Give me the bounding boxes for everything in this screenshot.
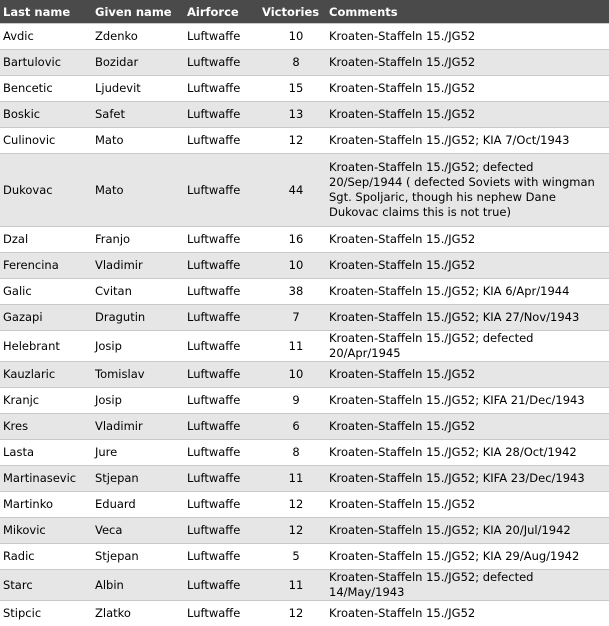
cell-airforce: Luftwaffe [184,305,258,331]
cell-last-name: Kres [0,414,92,440]
table-row [0,102,609,128]
cell-airforce: Luftwaffe [184,154,258,227]
table-row [0,466,609,492]
cell-airforce: Luftwaffe [184,544,258,570]
table-row [0,518,609,544]
cell-last-name: Culinovic [0,128,92,154]
cell-airforce: Luftwaffe [184,518,258,544]
table-header [0,0,609,24]
cell-airforce: Luftwaffe [184,76,258,102]
cell-given-name: Stjepan [92,466,184,492]
table-row [0,544,609,570]
cell-comments: Kroaten-Staffeln 15./JG52; KIFA 21/Dec/1943 [326,388,609,414]
table-row [0,154,609,227]
cell-last-name: Galic [0,279,92,305]
cell-comments: Kroaten-Staffeln 15./JG52; KIA 20/Jul/1942 [326,518,609,544]
table-row [0,440,609,466]
cell-last-name: Helebrant [0,331,92,362]
cell-comments: Kroaten-Staffeln 15./JG52; KIFA 23/Dec/1943 [326,466,609,492]
cell-given-name: Ljudevit [92,76,184,102]
cell-victories: 9 [258,388,326,414]
table-body [0,24,609,626]
table-row [0,128,609,154]
cell-victories: 10 [258,362,326,388]
cell-comments: Kroaten-Staffeln 15./JG52; defected 20/Apr/1945 [326,331,609,362]
cell-last-name: Mikovic [0,518,92,544]
cell-given-name: Josip [92,388,184,414]
cell-victories: 12 [258,128,326,154]
cell-last-name: Martinko [0,492,92,518]
cell-comments: Kroaten-Staffeln 15./JG52; KIA 27/Nov/1943 [326,305,609,331]
cell-comments: Kroaten-Staffeln 15./JG52 [326,76,609,102]
header-airforce: Airforce [184,0,258,24]
cell-given-name: Safet [92,102,184,128]
cell-airforce: Luftwaffe [184,279,258,305]
cell-given-name: Josip [92,331,184,362]
table-row [0,414,609,440]
cell-victories: 38 [258,279,326,305]
cell-given-name: Dragutin [92,305,184,331]
cell-airforce: Luftwaffe [184,227,258,253]
cell-given-name: Albin [92,570,184,601]
cell-comments: Kroaten-Staffeln 15./JG52; defected 14/May/1943 [326,570,609,601]
header-comments: Comments [326,0,609,24]
cell-victories: 12 [258,518,326,544]
header-row [0,0,609,24]
cell-last-name: Avdic [0,24,92,50]
cell-given-name: Mato [92,154,184,227]
cell-given-name: Franjo [92,227,184,253]
cell-given-name: Jure [92,440,184,466]
cell-given-name: Vladimir [92,414,184,440]
header-given-name: Given name [92,0,184,24]
cell-last-name: Stipcic [0,601,92,626]
cell-airforce: Luftwaffe [184,570,258,601]
cell-given-name: Tomislav [92,362,184,388]
cell-last-name: Kranjc [0,388,92,414]
cell-comments: Kroaten-Staffeln 15./JG52; defected 20/Sep/1944 ( defected Soviets with wingman Sgt. Spoljaric, though his nephew Dane Dukovac claims this is not true) [326,154,609,227]
cell-victories: 16 [258,227,326,253]
cell-last-name: Boskic [0,102,92,128]
cell-given-name: Veca [92,518,184,544]
table-row [0,227,609,253]
cell-last-name: Starc [0,570,92,601]
cell-victories: 12 [258,492,326,518]
table-row [0,305,609,331]
cell-airforce: Luftwaffe [184,388,258,414]
cell-last-name: Lasta [0,440,92,466]
cell-comments: Kroaten-Staffeln 15./JG52 [326,601,609,626]
cell-comments: Kroaten-Staffeln 15./JG52 [326,253,609,279]
table-row [0,601,609,626]
cell-victories: 12 [258,601,326,626]
cell-given-name: Cvitan [92,279,184,305]
cell-comments: Kroaten-Staffeln 15./JG52 [326,414,609,440]
cell-airforce: Luftwaffe [184,414,258,440]
table-row [0,331,609,362]
table-row [0,279,609,305]
cell-last-name: Gazapi [0,305,92,331]
cell-comments: Kroaten-Staffeln 15./JG52 [326,362,609,388]
cell-airforce: Luftwaffe [184,362,258,388]
header-last-name: Last name [0,0,92,24]
cell-given-name: Zlatko [92,601,184,626]
cell-victories: 11 [258,570,326,601]
cell-victories: 10 [258,24,326,50]
cell-comments: Kroaten-Staffeln 15./JG52 [326,492,609,518]
cell-airforce: Luftwaffe [184,24,258,50]
table-row [0,388,609,414]
cell-given-name: Zdenko [92,24,184,50]
table-row [0,362,609,388]
cell-victories: 11 [258,331,326,362]
cell-victories: 5 [258,544,326,570]
cell-airforce: Luftwaffe [184,492,258,518]
cell-last-name: Dzal [0,227,92,253]
cell-comments: Kroaten-Staffeln 15./JG52; KIA 29/Aug/1942 [326,544,609,570]
table-row [0,50,609,76]
cell-airforce: Luftwaffe [184,102,258,128]
table-row [0,570,609,601]
cell-victories: 44 [258,154,326,227]
cell-victories: 13 [258,102,326,128]
cell-comments: Kroaten-Staffeln 15./JG52 [326,50,609,76]
cell-victories: 6 [258,414,326,440]
cell-last-name: Radic [0,544,92,570]
cell-given-name: Eduard [92,492,184,518]
table-row [0,253,609,279]
cell-last-name: Bencetic [0,76,92,102]
cell-comments: Kroaten-Staffeln 15./JG52; KIA 6/Apr/1944 [326,279,609,305]
cell-given-name: Mato [92,128,184,154]
cell-victories: 8 [258,50,326,76]
cell-victories: 10 [258,253,326,279]
cell-airforce: Luftwaffe [184,331,258,362]
cell-given-name: Bozidar [92,50,184,76]
cell-victories: 11 [258,466,326,492]
cell-airforce: Luftwaffe [184,50,258,76]
cell-victories: 7 [258,305,326,331]
cell-last-name: Martinasevic [0,466,92,492]
cell-airforce: Luftwaffe [184,440,258,466]
cell-given-name: Vladimir [92,253,184,279]
table-row [0,76,609,102]
header-victories: Victories [258,0,326,24]
cell-last-name: Kauzlaric [0,362,92,388]
cell-comments: Kroaten-Staffeln 15./JG52 [326,227,609,253]
cell-airforce: Luftwaffe [184,128,258,154]
cell-airforce: Luftwaffe [184,601,258,626]
cell-given-name: Stjepan [92,544,184,570]
cell-victories: 15 [258,76,326,102]
cell-comments: Kroaten-Staffeln 15./JG52 [326,24,609,50]
cell-last-name: Ferencina [0,253,92,279]
table-row [0,492,609,518]
cell-airforce: Luftwaffe [184,253,258,279]
cell-comments: Kroaten-Staffeln 15./JG52; KIA 7/Oct/1943 [326,128,609,154]
cell-comments: Kroaten-Staffeln 15./JG52; KIA 28/Oct/1942 [326,440,609,466]
cell-victories: 8 [258,440,326,466]
cell-last-name: Bartulovic [0,50,92,76]
cell-airforce: Luftwaffe [184,466,258,492]
cell-comments: Kroaten-Staffeln 15./JG52 [326,102,609,128]
cell-last-name: Dukovac [0,154,92,227]
table-row [0,24,609,50]
